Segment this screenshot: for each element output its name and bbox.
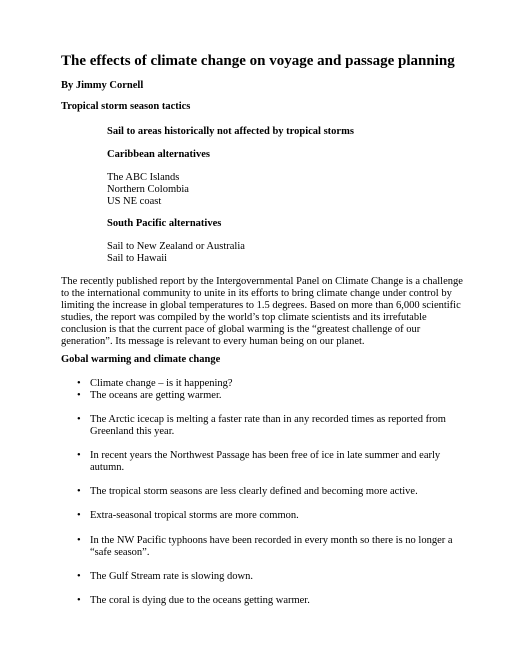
- section-heading-tropical-storm: Tropical storm season tactics: [61, 101, 191, 112]
- bullet-text: The coral is dying due to the oceans getting warmer.: [90, 595, 310, 606]
- bullet-dot: •: [77, 486, 81, 497]
- bullet-dot: •: [77, 595, 81, 606]
- paragraph-line: limiting the increase in global temperatures to 1.5 degrees. Based on more than 6,000 scientific: [61, 300, 461, 311]
- bullet-dot: •: [77, 535, 81, 546]
- south-pacific-item: Sail to Hawaii: [107, 253, 168, 264]
- paragraph-line: to the international community to unite in its efforts to bring climate change under control by: [61, 288, 452, 299]
- caribbean-item: The ABC Islands: [107, 172, 180, 183]
- caribbean-list: [107, 172, 189, 208]
- bullet-dot: •: [77, 378, 81, 389]
- bullet-text: Climate change – is it happening?: [90, 378, 233, 389]
- paragraph-line: studies, the report was compiled by the world’s top climate scientists and its irrefutable: [61, 312, 427, 323]
- subheading-sail-to-areas: Sail to areas historically not affected by tropical storms: [107, 126, 354, 137]
- bullet-text: The tropical storm seasons are less clearly defined and becoming more active.: [90, 486, 418, 497]
- bullet-dot: •: [77, 450, 81, 461]
- bullet-dot: •: [77, 571, 81, 582]
- bullet-dot: •: [77, 414, 81, 425]
- bullet-text: The oceans are getting warmer.: [90, 390, 222, 401]
- caribbean-item: Northern Colombia: [107, 184, 189, 195]
- paragraph-line: The recently published report by the Intergovernmental Panel on Climate Change is a challenge: [61, 276, 463, 287]
- paragraph-line: conclusion is that the current pace of global warming is the “greatest challenge of our: [61, 324, 421, 335]
- bullet-text: In recent years the Northwest Passage has been free of ice in late summer and early: [90, 450, 441, 461]
- south-pacific-list: [107, 241, 245, 265]
- subheading-south-pacific-alternatives: South Pacific alternatives: [107, 218, 222, 229]
- byline: By Jimmy Cornell: [61, 80, 144, 91]
- bullet-dot: •: [77, 390, 81, 401]
- bullet-dot: •: [77, 510, 81, 521]
- intro-paragraph: [61, 276, 461, 348]
- subheading-caribbean-alternatives: Caribbean alternatives: [107, 149, 210, 160]
- section-heading-global-warming: Gobal warming and climate change: [61, 354, 221, 365]
- south-pacific-item: Sail to New Zealand or Australia: [107, 241, 245, 252]
- bullet-text: Extra-seasonal tropical storms are more common.: [90, 510, 299, 521]
- bullet-text: Greenland this year.: [90, 426, 175, 437]
- bullet-text: “safe season”.: [90, 547, 150, 558]
- caribbean-item: US NE coast: [107, 196, 162, 207]
- bullet-text: The Arctic icecap is melting a faster rate than in any recorded times as reported from: [90, 414, 446, 425]
- paragraph-line: generation”. Its message is relevant to every human being on our planet.: [61, 336, 365, 347]
- document-title: The effects of climate change on voyage and passage planning: [61, 53, 455, 69]
- bullet-text: The Gulf Stream rate is slowing down.: [90, 571, 254, 582]
- bullet-text: In the NW Pacific typhoons have been recorded in every month so there is no longer a: [90, 535, 453, 546]
- bullet-text: autumn.: [90, 462, 125, 473]
